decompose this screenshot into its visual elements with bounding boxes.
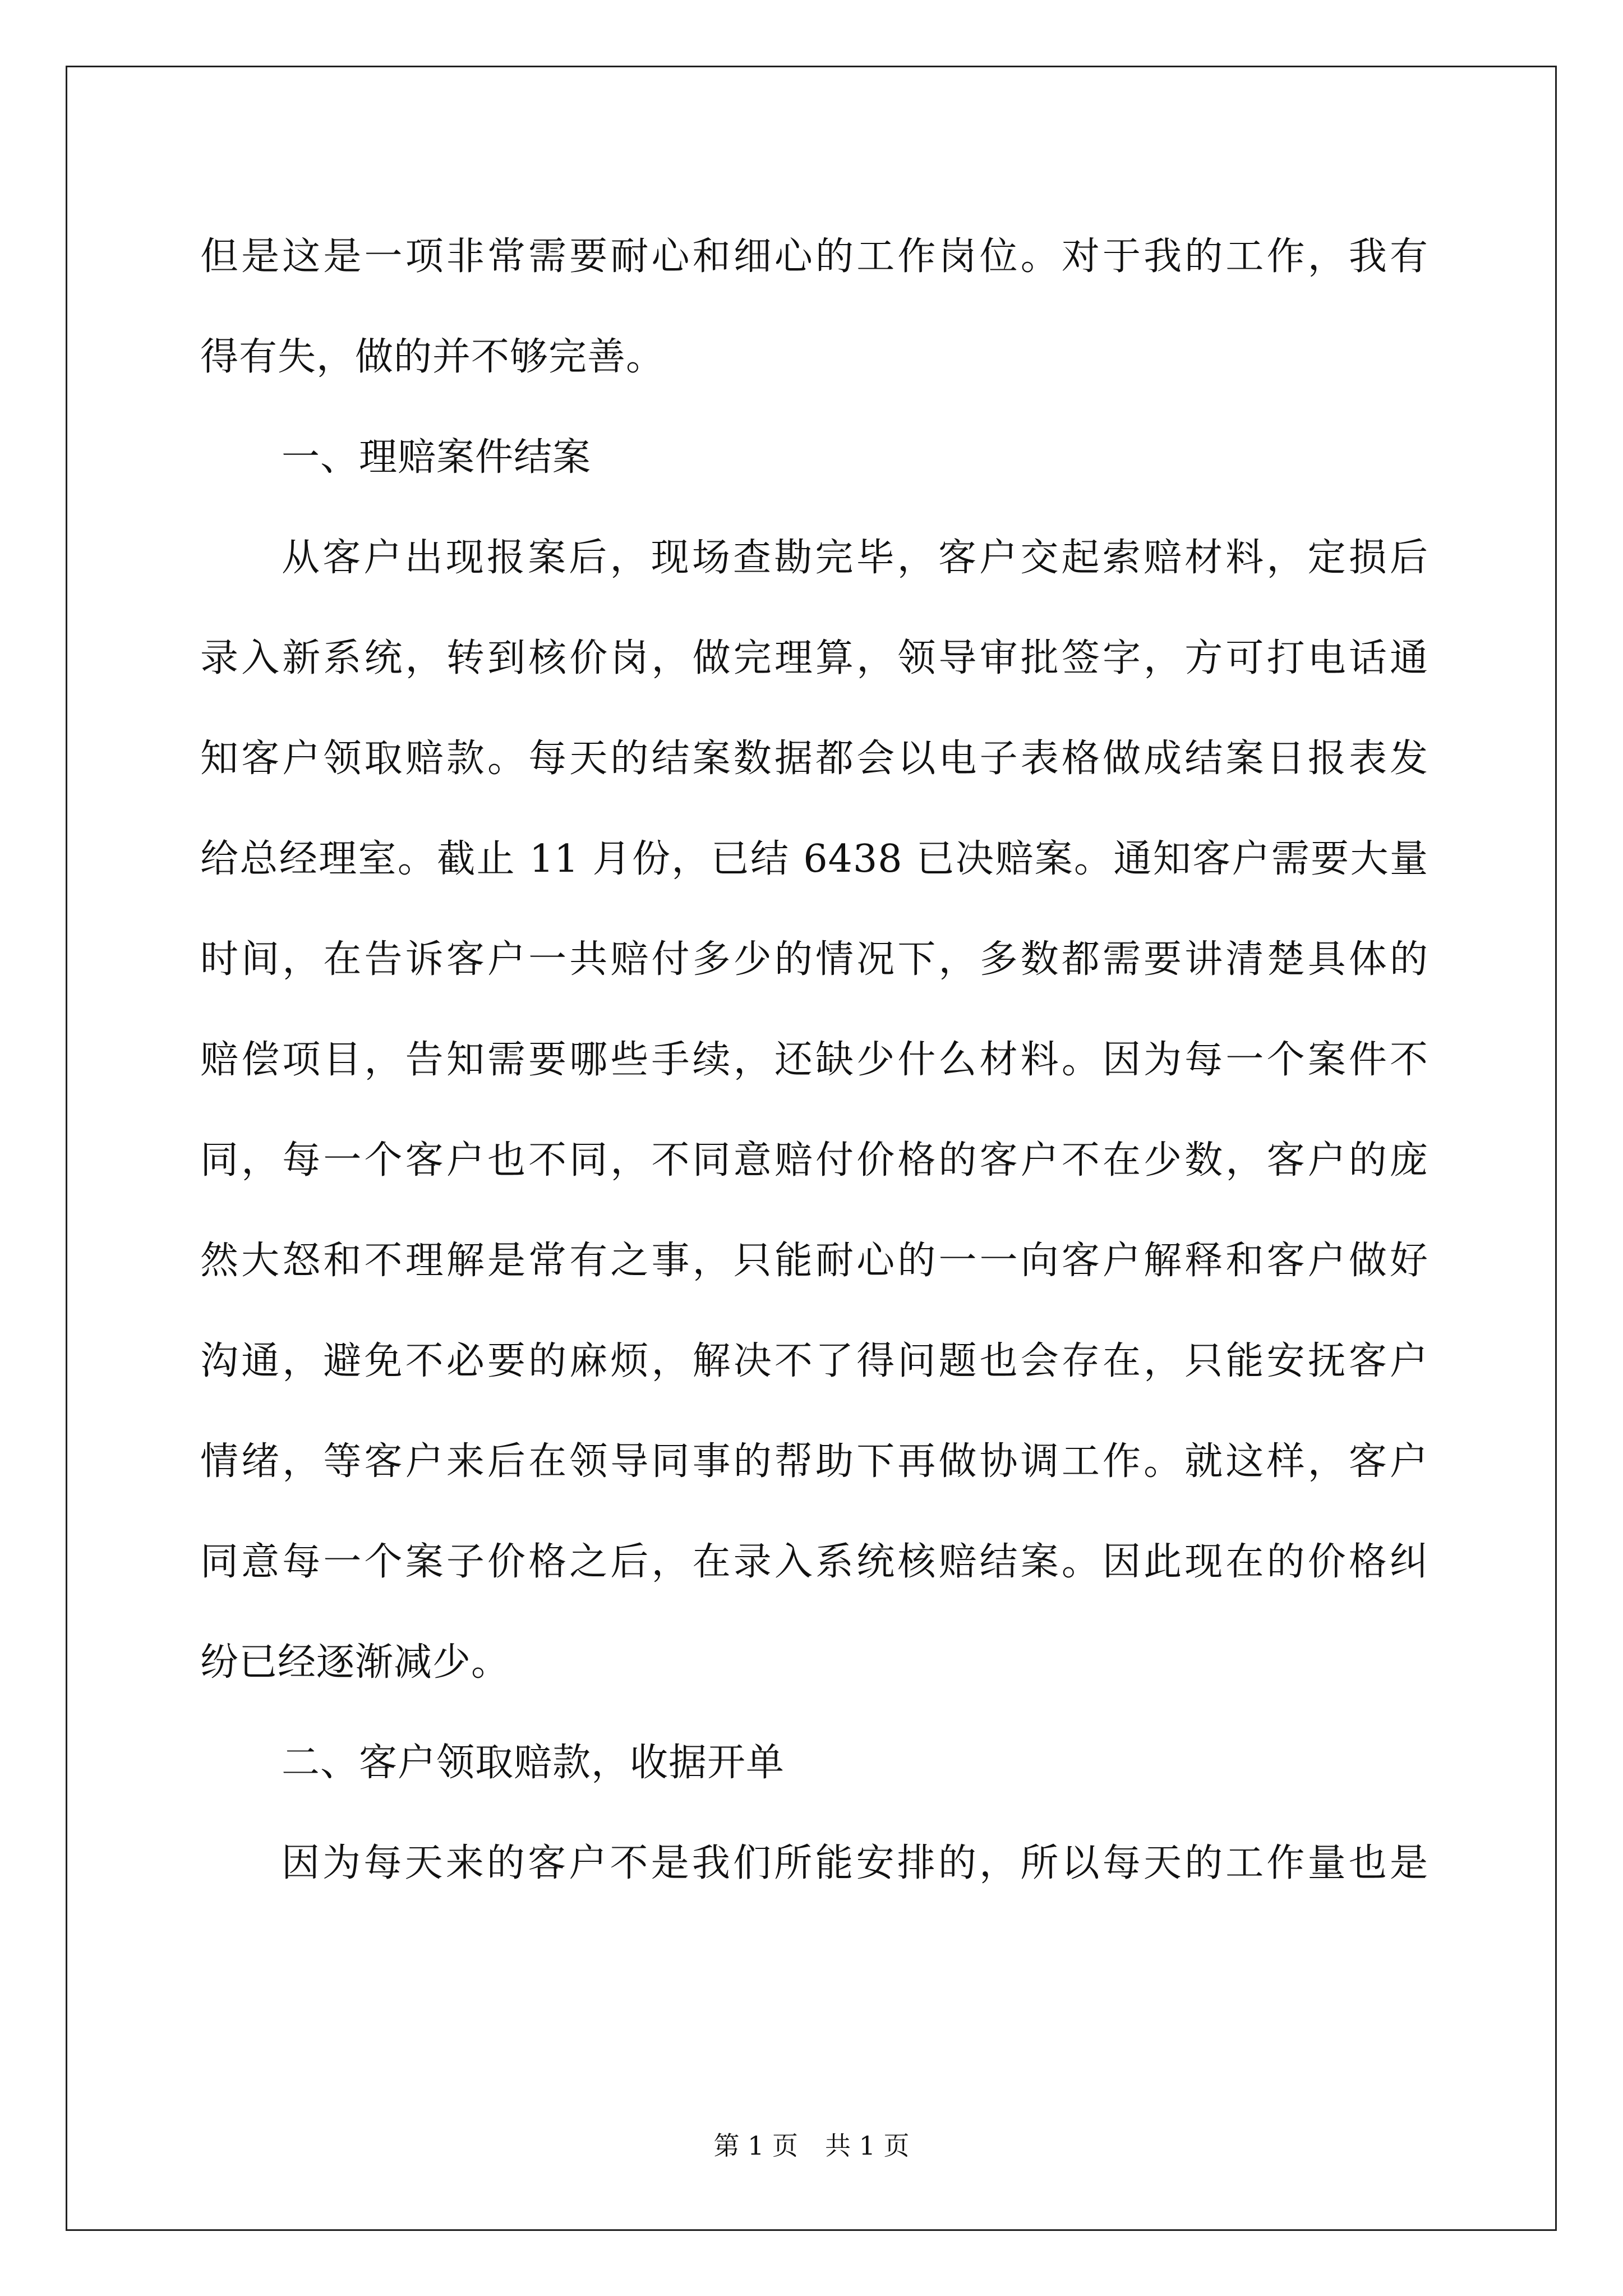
text-line: 知客户领取赔款。每天的结案数据都会以电子表格做成结案日报表发 xyxy=(200,737,1428,781)
text-line: 得有失，做的并不够完善。 xyxy=(200,335,665,379)
text-line: 录入新系统，转到核价岗，做完理算，领导审批签字，方可打电话通 xyxy=(200,636,1428,680)
text-line: 然大怒和不理解是常有之事，只能耐心的一一向客户解释和客户做好 xyxy=(200,1239,1428,1283)
text-line: 情绪，等客户来后在领导同事的帮助下再做协调工作。就这样，客户 xyxy=(200,1439,1428,1484)
text-line: 沟通，避免不必要的麻烦，解决不了得问题也会存在，只能安抚客户 xyxy=(200,1339,1428,1383)
text-line: 赔偿项目，告知需要哪些手续，还缺少什么材料。因为每一个案件不 xyxy=(200,1038,1428,1082)
section-heading: 一、理赔案件结案 xyxy=(282,435,592,480)
document-body xyxy=(200,206,1428,1913)
text-line: 时间，在告诉客户一共赔付多少的情况下，多数都需要讲清楚具体的 xyxy=(200,937,1428,982)
text-line: 同意每一个案子价格之后，在录入系统核赔结案。因此现在的价格纠 xyxy=(200,1540,1428,1584)
page-total: 共 1 页 xyxy=(825,2131,910,2161)
text-line: 纷已经逐渐减少。 xyxy=(200,1640,510,1685)
page-footer xyxy=(0,2129,1623,2162)
page-number: 第 1 页 xyxy=(713,2131,798,2161)
text-line: 同，每一个客户也不同，不同意赔付价格的客户不在少数，客户的庞 xyxy=(200,1138,1428,1182)
text-line: 从客户出现报案后，现场查勘完毕，客户交起索赔材料，定损后 xyxy=(282,536,1428,580)
text-line: 但是这是一项非常需要耐心和细心的工作岗位。对于我的工作，我有 xyxy=(200,234,1428,279)
section-heading: 二、客户领取赔款，收据开单 xyxy=(282,1741,785,1785)
text-line: 给总经理室。截止 11 月份，已结 6438 已决赔案。通知客户需要大量 xyxy=(200,837,1428,881)
text-line: 因为每天来的客户不是我们所能安排的，所以每天的工作量也是 xyxy=(282,1841,1428,1885)
